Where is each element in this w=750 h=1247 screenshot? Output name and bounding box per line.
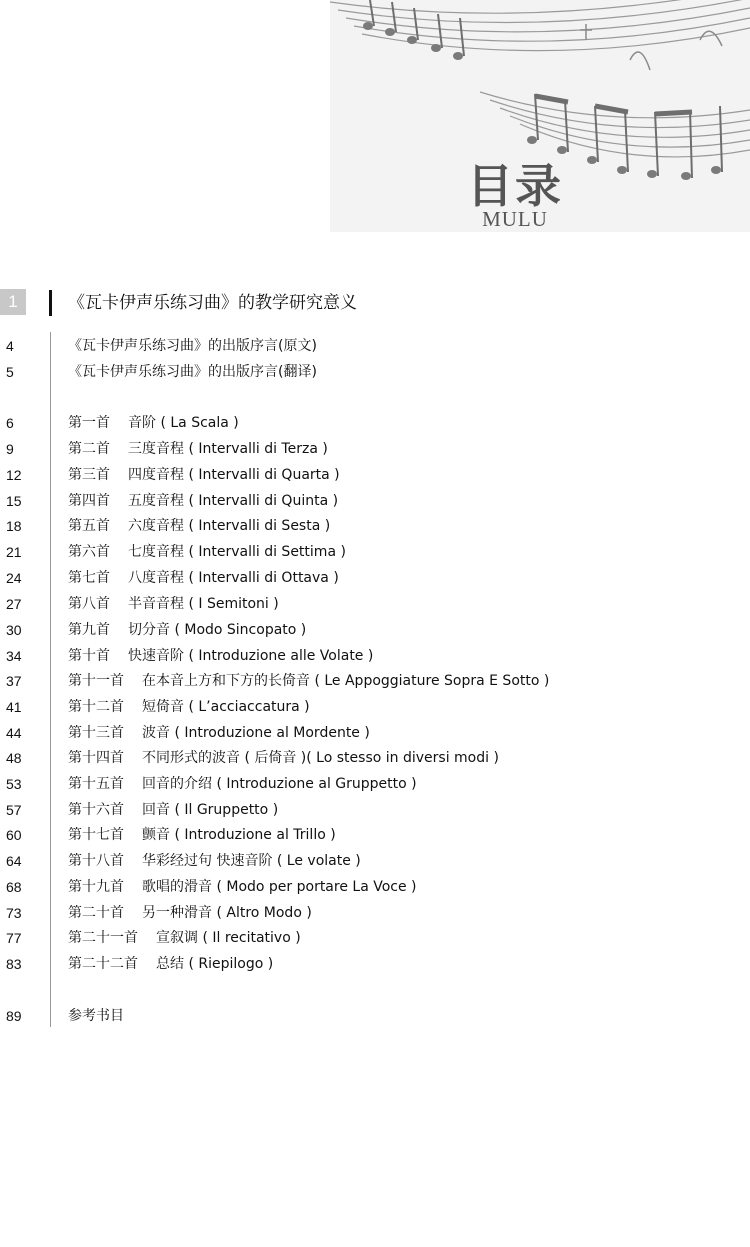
toc-entry-label: 第四首 <box>68 493 110 509</box>
toc-page-number: 60 <box>6 827 22 843</box>
toc-entry-label: 《瓦卡伊声乐练习曲》的出版序言(原文) <box>68 338 317 354</box>
toc-entry-text <box>68 671 549 691</box>
toc-entry-text <box>68 594 279 614</box>
toc-page-number: 21 <box>6 544 22 560</box>
toc-entry-label: 参考书目 <box>68 1008 124 1024</box>
toc-title-pinyin: MULU <box>482 207 548 231</box>
toc-entry-title: 宣叙调 ( Il recitativo ) <box>156 930 301 946</box>
toc-entry-text <box>68 646 373 666</box>
toc-entry-text <box>68 1006 124 1026</box>
toc-entry-title: 歌唱的滑音 ( Modo per portare La Voce ) <box>142 879 417 895</box>
toc-entry-text <box>68 362 317 382</box>
toc-entry-text <box>68 851 361 871</box>
toc-entry-label: 第五首 <box>68 518 110 534</box>
toc-entry-label: 第十七首 <box>68 827 124 843</box>
toc-page-number: 53 <box>6 776 22 792</box>
toc-page-number: 18 <box>6 518 22 534</box>
toc-entry-label: 第十三首 <box>68 725 124 741</box>
toc-entry-text <box>68 723 370 743</box>
toc-entry-label: 第十八首 <box>68 853 124 869</box>
toc-entry-label: 第二首 <box>68 441 110 457</box>
toc-page-number: 57 <box>6 802 22 818</box>
toc-page-number: 89 <box>6 1008 22 1024</box>
toc-entry-label: 《瓦卡伊声乐练习曲》的出版序言(翻译) <box>68 364 317 380</box>
toc-entry-text <box>68 336 317 356</box>
toc-page-number: 4 <box>6 338 14 354</box>
toc-page-number: 34 <box>6 648 22 664</box>
toc-entry-label: 第十四首 <box>68 750 124 766</box>
toc-page-number: 44 <box>6 725 22 741</box>
toc-page-number: 5 <box>6 364 14 380</box>
toc-entry-text <box>68 465 340 485</box>
toc-entry-label: 第二十一首 <box>68 930 138 946</box>
toc-entry-title: 在本音上方和下方的长倚音 ( Le Appoggiature Sopra E Sotto ) <box>142 673 550 689</box>
toc-entry-label: 第十一首 <box>68 673 124 689</box>
toc-entry-text <box>68 620 306 640</box>
toc-page-number: 48 <box>6 750 22 766</box>
toc-page-number: 27 <box>6 596 22 612</box>
toc-entry-title: 五度音程 ( Intervalli di Quinta ) <box>128 493 339 509</box>
sheet-music-decoration <box>330 0 750 232</box>
toc-entry-text <box>68 697 310 717</box>
toc-entry-text <box>68 903 312 923</box>
toc-entry-title: 颤音 ( Introduzione al Trillo ) <box>142 827 336 843</box>
toc-entry-title: 华彩经过句 快速音阶 ( Le volate ) <box>142 853 361 869</box>
toc-page-number: 15 <box>6 493 22 509</box>
toc-page-number: 77 <box>6 930 22 946</box>
chapter-title[interactable]: 《瓦卡伊声乐练习曲》的教学研究意义 <box>68 293 357 313</box>
toc-entry-text <box>68 877 417 897</box>
toc-entry-text <box>68 774 417 794</box>
toc-entry-title: 回音的介绍 ( Introduzione al Gruppetto ) <box>142 776 417 792</box>
toc-entry-title: 音阶 ( La Scala ) <box>128 415 239 431</box>
toc-entry-text <box>68 800 278 820</box>
toc-entry-label: 第八首 <box>68 596 110 612</box>
toc-entry-title: 切分音 ( Modo Sincopato ) <box>128 622 307 638</box>
toc-entry-label: 第三首 <box>68 467 110 483</box>
toc-entry-title: 快速音阶 ( Introduzione alle Volate ) <box>128 648 374 664</box>
toc-page-number: 6 <box>6 415 14 431</box>
toc-entry-text <box>68 542 346 562</box>
toc-entry-label: 第二十二首 <box>68 956 138 972</box>
toc-entry-label: 第七首 <box>68 570 110 586</box>
toc-title-chinese: 目录 <box>467 159 563 213</box>
toc-entry-title: 回音 ( Il Gruppetto ) <box>142 802 279 818</box>
toc-entry-title: 另一种滑音 ( Altro Modo ) <box>142 905 312 921</box>
toc-entry-text <box>68 439 328 459</box>
toc-entry-text <box>68 954 273 974</box>
toc-entry-label: 第十二首 <box>68 699 124 715</box>
toc-entry-title: 四度音程 ( Intervalli di Quarta ) <box>128 467 340 483</box>
chapter-number: 1 <box>0 289 26 315</box>
toc-entry-label: 第十五首 <box>68 776 124 792</box>
toc-entry-title: 不同形式的波音 ( 后倚音 )( Lo stesso in diversi modi ) <box>142 750 499 766</box>
chapter-divider <box>49 290 52 316</box>
toc-entry-text <box>68 568 339 588</box>
toc-entry-label: 第六首 <box>68 544 110 560</box>
toc-page-number: 37 <box>6 673 22 689</box>
toc-entry-title: 六度音程 ( Intervalli di Sesta ) <box>128 518 331 534</box>
toc-page-number: 41 <box>6 699 22 715</box>
toc-entry-title: 短倚音 ( L’acciaccatura ) <box>142 699 310 715</box>
toc-entry-text <box>68 491 338 511</box>
toc-entry-title: 波音 ( Introduzione al Mordente ) <box>142 725 370 741</box>
toc-entry-label: 第十六首 <box>68 802 124 818</box>
toc-entry-text <box>68 413 239 433</box>
toc-entry-title: 总结 ( Riepilogo ) <box>156 956 274 972</box>
toc-heading <box>455 160 575 230</box>
toc-page-number: 68 <box>6 879 22 895</box>
toc-page-number: 83 <box>6 956 22 972</box>
toc-entry-label: 第二十首 <box>68 905 124 921</box>
toc-entry-text <box>68 516 330 536</box>
toc-entry-title: 七度音程 ( Intervalli di Settima ) <box>128 544 346 560</box>
toc-entry-text <box>68 928 301 948</box>
toc-page-number: 12 <box>6 467 22 483</box>
toc-entry-label: 第十首 <box>68 648 110 664</box>
toc-entry-text <box>68 825 336 845</box>
toc-entry-title: 八度音程 ( Intervalli di Ottava ) <box>128 570 339 586</box>
toc-entry-label: 第一首 <box>68 415 110 431</box>
toc-page-number: 64 <box>6 853 22 869</box>
toc-entry-text <box>68 748 499 768</box>
toc-page-number: 9 <box>6 441 14 457</box>
toc-entry-title: 半音音程 ( I Semitoni ) <box>128 596 279 612</box>
toc-entry-label: 第九首 <box>68 622 110 638</box>
toc-entry-label: 第十九首 <box>68 879 124 895</box>
toc-divider-line <box>50 332 51 1027</box>
toc-page-number: 30 <box>6 622 22 638</box>
toc-entry-title: 三度音程 ( Intervalli di Terza ) <box>128 441 328 457</box>
toc-page-number: 24 <box>6 570 22 586</box>
toc-page-number: 73 <box>6 905 22 921</box>
